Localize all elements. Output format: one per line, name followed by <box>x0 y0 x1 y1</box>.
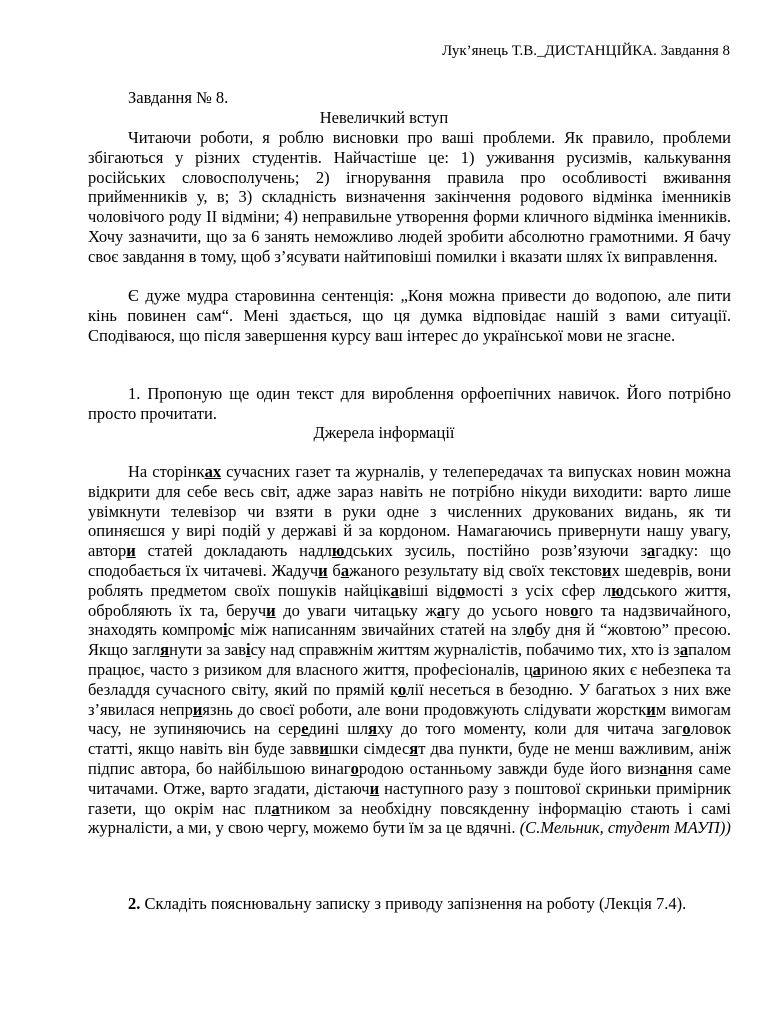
task1-instruction: 1. Пропоную ще один текст для вироблення орфоепічних навичок. Його потрібно просто прочитати. <box>88 384 731 423</box>
task-title: Завдання № 8. <box>128 88 229 107</box>
intro-paragraph-2: Є дуже мудра старовинна сентенція: „Коня можна привести до водопою, але пити кінь повинен сам“. Мені здається, що ця думка відповідає нашій з вами ситуації. Сподіваюся, що після завершення курсу ваш інтерес до української мови не згасне. <box>88 286 731 345</box>
page-header: Лук’янець Т.В._ДИСТАНЦІЙКА. Завдання 8 <box>442 43 730 59</box>
task1-reading-text: На сторінках сучасних газет та журналів, у телепередачах та випусках новин можна відкрити для себе весь світ, адже зараз навіть не потрібно нікуди виходити: варто лише увімкнути телевізор чи взяти в руки одне з численних друкованих видань, як ти опиняєшся у вирі подій у державі й за кордоном. Намагаючись привернути нашу увагу, автори статей докладають надлюдських зусиль, постійно розв’язуючи загадку: що сподобається їх читачеві. Жадучи бажаного результату від своїх текстових шедеврів, вони роблять предметом своїх пошуків найцікавіші відомості з усіх сфер людського життя, обробляють їх та, беручи до уваги читацьку жагу до усього нового та надзвичайного, знаходять компроміс між написанням звичайних статей на злобу дня й “жовтою” пресою. Якщо заглянути за завісу над справжнім життям журналістів, побачимо тих, хто із запалом працює, часто з ризиком для власного життя, професіоналів, цариною яких є небезпека та безладдя сучасного світу, який по прямій колії несеться в безодню. У багатьох з них вже з’явилася неприязнь до своєї роботи, але вони продовжують слідувати жорстким вимогам часу, не зупиняючись на середині шляху до того моменту, коли для читача заголовок статті, якщо навіть він буде заввишки сімдесят два пункти, буде не менш важливим, аніж підпис автора, бо найбільшою винагородою останньому завжди буде його визнання саме читачами. Отже, варто згадати, дістаючи наступного разу з поштової скриньки примірник газети, що окрім нас платником за необхідну повсякденну інформацію стають і самі журналісти, а ми, у свою чергу, можемо бути їм за це вдячні. (С.Мельник, студент МАУП)) <box>88 462 732 838</box>
source-citation: (С.Мельник, студент МАУП)) <box>519 818 731 838</box>
intro-heading: Невеличкий вступ <box>319 108 449 127</box>
task1-text-heading: Джерела інформації <box>313 423 455 442</box>
intro-paragraph-1: Читаючи роботи, я роблю висновки про ваші проблеми. Як правило, проблеми збігаються у різних студентів. Найчастіше це: 1) уживання русизмів, калькування російських словосполучень; 2) ігнорування правила про особливості вживання прийменників у, в; 3) складність визначення закінчення родового відмінка іменників чоловічого роду ІІ відміни; 4) неправильне утворення форми кличного відмінка іменників. Хочу зазначити, що за 6 занять неможливо людей зробити абсолютно грамотними. Я бачу своє завдання в тому, щоб з’ясувати найтиповіші помилки і вказати шлях їх виправлення. <box>88 128 731 266</box>
task2-paragraph <box>88 894 731 914</box>
task2-number: 2. <box>128 894 141 913</box>
task2-text: Складіть пояснювальну записку з приводу запізнення на роботу (Лекція 7.4). <box>144 894 687 913</box>
